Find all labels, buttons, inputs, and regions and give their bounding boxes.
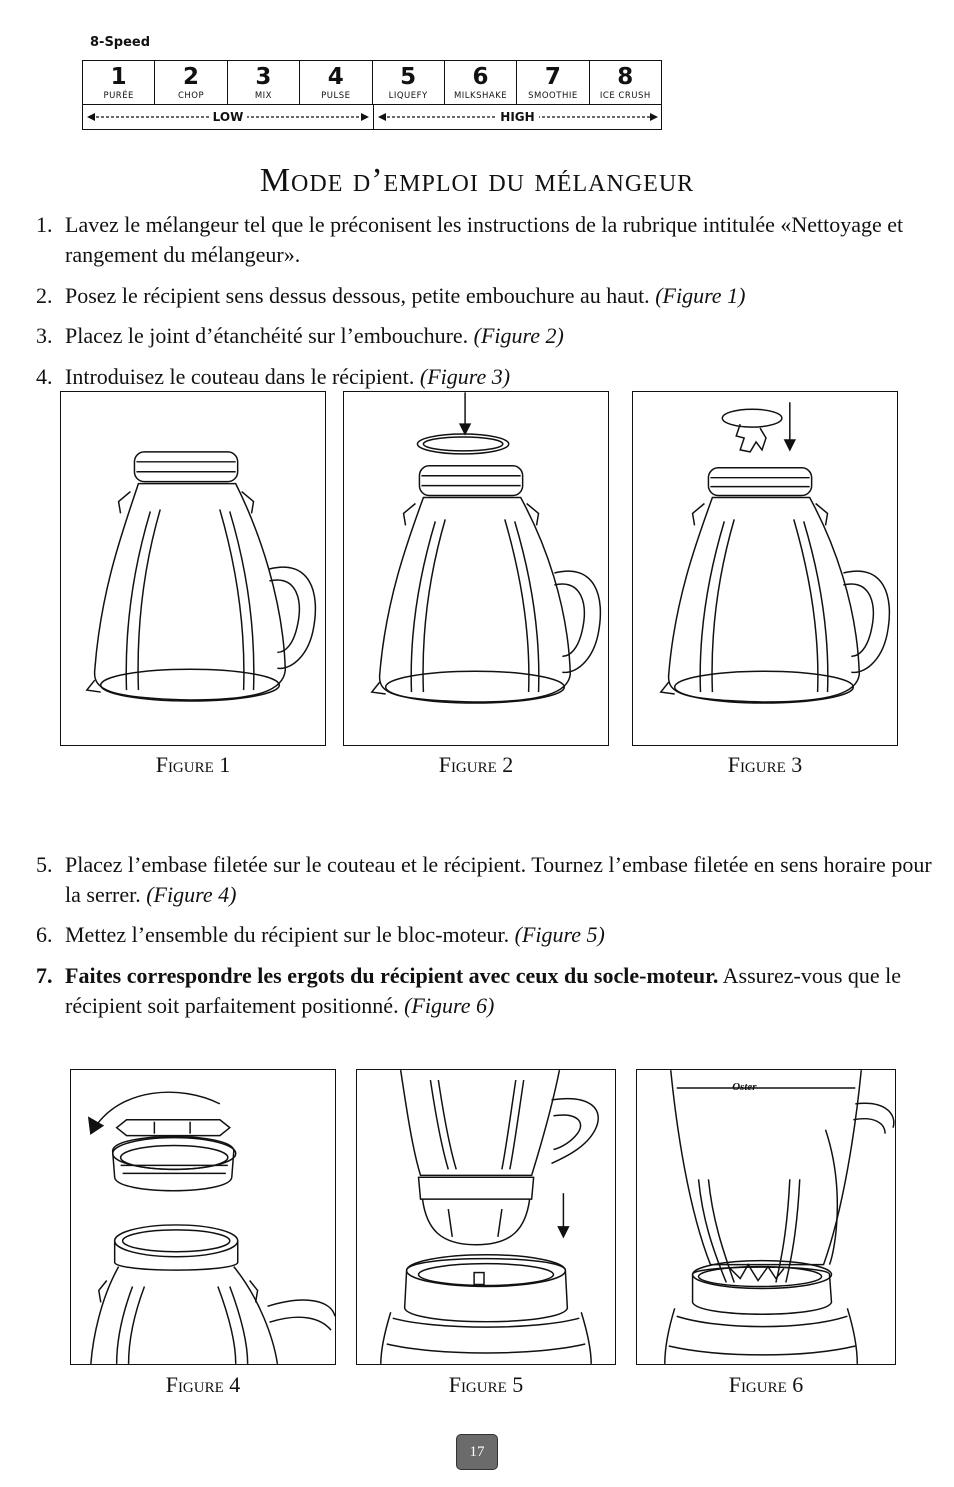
step-text: Placez l’embase filetée sur le couteau et le récipient. Tournez l’embase filetée en sens horaire pour la serrer. [65,852,932,907]
step-text: Mettez l’ensemble du récipient sur le bloc-moteur. [65,922,515,947]
step-number: 6. [36,922,53,947]
step-number: 2. [36,283,53,308]
speed-cell [373,61,445,104]
step-2 [36,281,936,311]
figure-ref: (Figure 1) [655,283,746,308]
figure-2-caption: Figure 2 [438,752,514,777]
speed-number: 4 [327,64,344,90]
step-1 [36,210,936,270]
figure-5-caption: Figure 5 [448,1372,524,1397]
step-3 [36,321,936,351]
speed-number: 6 [472,64,489,90]
figure-3-illustration [632,391,898,746]
speed-label: MIX [254,91,273,101]
speed-label: MILKSHAKE [453,91,508,101]
speed-cell [517,61,589,104]
speed-cell [300,61,372,104]
page-number: 17 [456,1434,498,1470]
figure-ref: (Figure 2) [473,323,564,348]
speed-cell [590,61,661,104]
speed-cell [228,61,300,104]
speed-number: 8 [617,64,634,90]
speed-table [82,60,662,130]
step-bold-text: Faites correspondre les ergots du récipient avec ceux du socle-moteur. [65,963,719,988]
speed-cell [83,61,155,104]
figure-ref: (Figure 4) [146,882,237,907]
step-text: Posez le récipient sens dessus dessous, petite embouchure au haut. [65,283,656,308]
high-range [374,105,661,129]
speed-table-title: 8-Speed [90,35,151,50]
step-4 [36,362,936,392]
speed-label: PULSE [321,91,351,101]
figure-4-caption: Figure 4 [165,1372,241,1397]
step-number: 3. [36,323,53,348]
step-5 [36,850,936,910]
brand-logo-text: Oster [732,1080,757,1093]
speed-label: PURÉE [103,91,134,101]
low-range [83,105,374,129]
speed-number: 5 [400,64,417,90]
step-text: Placez le joint d’étanchéité sur l’embouchure. [65,323,474,348]
step-number: 7. [36,963,53,988]
threaded-base-icon [71,1070,335,1364]
figure-ref: (Figure 3) [419,364,511,389]
step-text: Lavez le mélangeur tel que le préconisent les instructions de la rubrique intitulée «Nettoyage et rangement du mélangeur». [65,212,904,267]
step-7 [36,961,936,1021]
blender-jar-with-blade-icon [633,392,897,745]
figure-ref: (Figure 5) [514,922,605,947]
figure-6-caption: Figure 6 [728,1372,804,1397]
speed-number: 2 [183,64,200,90]
figure-3-caption: Figure 3 [727,752,803,777]
blender-jar-icon [61,392,325,745]
figure-ref: (Figure 6) [404,993,495,1018]
figure-4-illustration [70,1069,336,1365]
figure-1-illustration [60,391,326,746]
step-text: Introduisez le couteau dans le récipient. [65,364,420,389]
blender-jar-with-seal-icon [344,392,608,745]
low-label: LOW [209,110,248,124]
speed-cell [155,61,227,104]
speed-number: 7 [544,64,561,90]
assembled-blender-icon [637,1070,895,1364]
speed-cell [445,61,517,104]
page-title: Mode d’emploi du mélangeur [259,162,695,199]
speed-number: 1 [110,64,127,90]
step-number: 4. [36,364,53,389]
high-label: HIGH [496,110,538,124]
speed-label: CHOP [177,91,205,101]
jar-on-motor-base-icon [357,1070,615,1364]
figure-6-illustration [636,1069,896,1365]
figure-5-illustration [356,1069,616,1365]
speed-label: SMOOTHIE [528,91,578,101]
step-6 [36,920,936,950]
step-number: 5. [36,852,53,877]
figure-2-illustration [343,391,609,746]
figure-1-caption: Figure 1 [155,752,231,777]
speed-number: 3 [255,64,272,90]
step-number: 1. [36,212,53,237]
step-text: Assurez-vous que le récipient soit parfaitement positionné. [65,963,902,1018]
speed-label: LIQUEFY [388,91,428,101]
speed-label: ICE CRUSH [599,91,651,101]
